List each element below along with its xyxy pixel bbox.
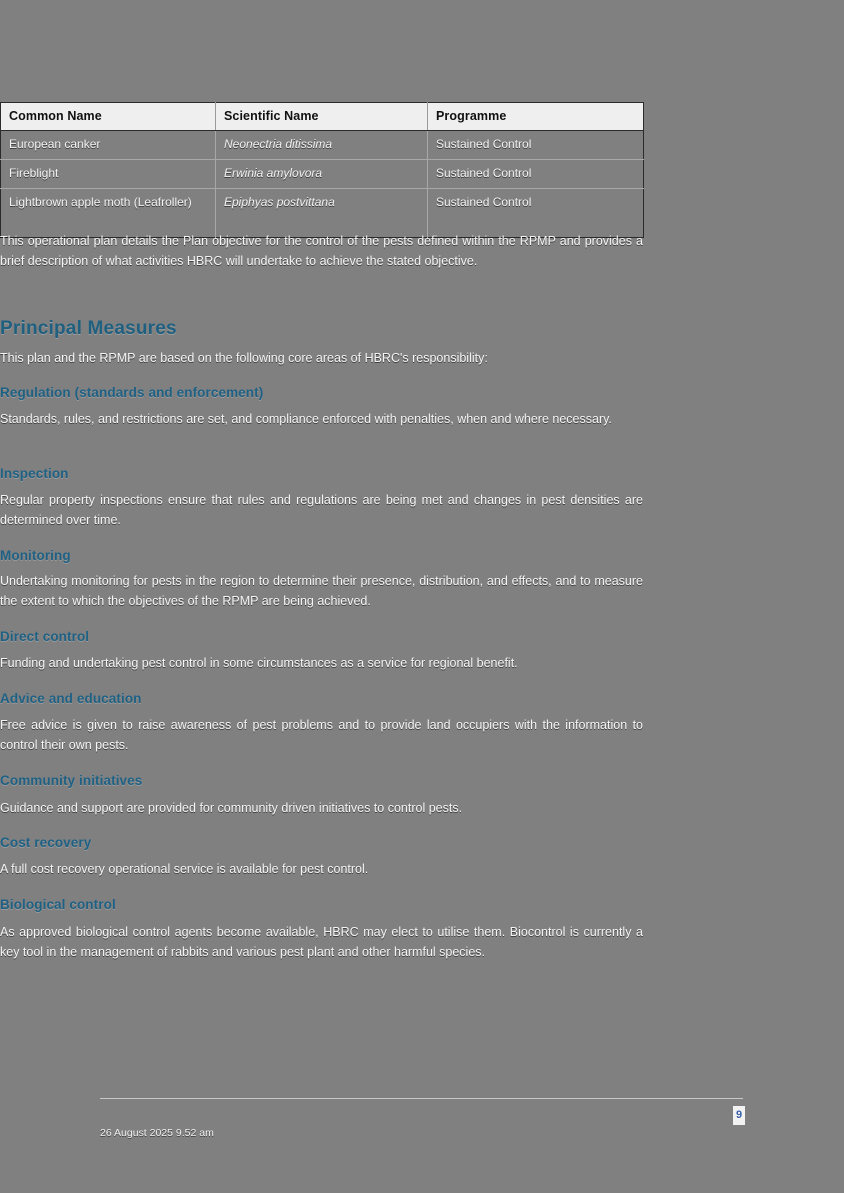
- paragraph-direct-control: Funding and undertaking pest control in some circumstances as a service for regional benefit.: [0, 656, 518, 670]
- cell-common-name: Fireblight: [1, 160, 216, 189]
- cell-programme: Sustained Control: [428, 160, 644, 189]
- cell-common-name-line2: (Leafroller): [133, 195, 192, 209]
- paragraph-cost-recovery: A full cost recovery operational service is available for pest control.: [0, 862, 369, 876]
- paragraph-biological-control: As approved biological control agents become available, HBRC may elect to utilise them. Biocontrol is currently a key tool in the management of rabbits and various pest plant and other harmful species.: [0, 925, 643, 959]
- heading-cost-recovery: Cost recovery: [0, 835, 92, 850]
- column-header-common-name: Common Name: [1, 103, 216, 131]
- table-header-row: [1, 103, 644, 131]
- paragraph-inspection: Regular property inspections ensure that rules and regulations are being met and changes in pest densities are determined over time.: [0, 493, 643, 527]
- paragraph-regulation: Standards, rules, and restrictions are set, and compliance enforced with penalties, when and where necessary.: [0, 412, 612, 426]
- heading-advice-and-education: Advice and education: [0, 691, 142, 706]
- heading-inspection: Inspection: [0, 466, 69, 481]
- page-number: 9: [733, 1106, 745, 1125]
- heading-community-initiatives: Community initiatives: [0, 773, 143, 788]
- pest-programme-table: [0, 102, 644, 238]
- paragraph-principal-measures: This plan and the RPMP are based on the following core areas of HBRC's responsibility:: [0, 351, 488, 365]
- cell-common-name-line1: Lightbrown apple moth: [9, 195, 131, 209]
- paragraph-community-initiatives: Guidance and support are provided for community driven initiatives to control pests.: [0, 801, 463, 815]
- cell-scientific-name: Epiphyas postvittana: [216, 189, 428, 238]
- cell-programme: Sustained Control: [428, 131, 644, 160]
- footer-timestamp: 26 August 2025 9.52 am: [100, 1127, 214, 1139]
- paragraph-advice-and-education: Free advice is given to raise awareness of pest problems and to provide land occupiers with the information to control their own pests.: [0, 718, 643, 752]
- footer-divider: [100, 1098, 743, 1099]
- cell-common-name: European canker: [1, 131, 216, 160]
- column-header-programme: Programme: [428, 103, 644, 131]
- heading-biological-control: Biological control: [0, 897, 116, 912]
- table-row: [1, 131, 644, 160]
- heading-regulation: Regulation (standards and enforcement): [0, 385, 264, 400]
- table-header: [1, 103, 644, 131]
- heading-direct-control: Direct control: [0, 629, 90, 644]
- table-body: [1, 131, 644, 238]
- heading-principal-measures: Principal Measures: [0, 318, 177, 339]
- column-header-scientific-name: Scientific Name: [216, 103, 428, 131]
- intro-paragraph: This operational plan details the Plan objective for the control of the pests defined within the RPMP and provides a brief description of what activities HBRC will undertake to achieve the stated objective.: [0, 234, 643, 268]
- cell-programme: Sustained Control: [428, 189, 644, 238]
- heading-monitoring: Monitoring: [0, 548, 71, 563]
- table-row: [1, 160, 644, 189]
- cell-scientific-name: Neonectria ditissima: [216, 131, 428, 160]
- cell-scientific-name: Erwinia amylovora: [216, 160, 428, 189]
- paragraph-monitoring: Undertaking monitoring for pests in the region to determine their presence, distribution, and effects, and to measure the extent to which the objectives of the RPMP are being achieved.: [0, 574, 643, 608]
